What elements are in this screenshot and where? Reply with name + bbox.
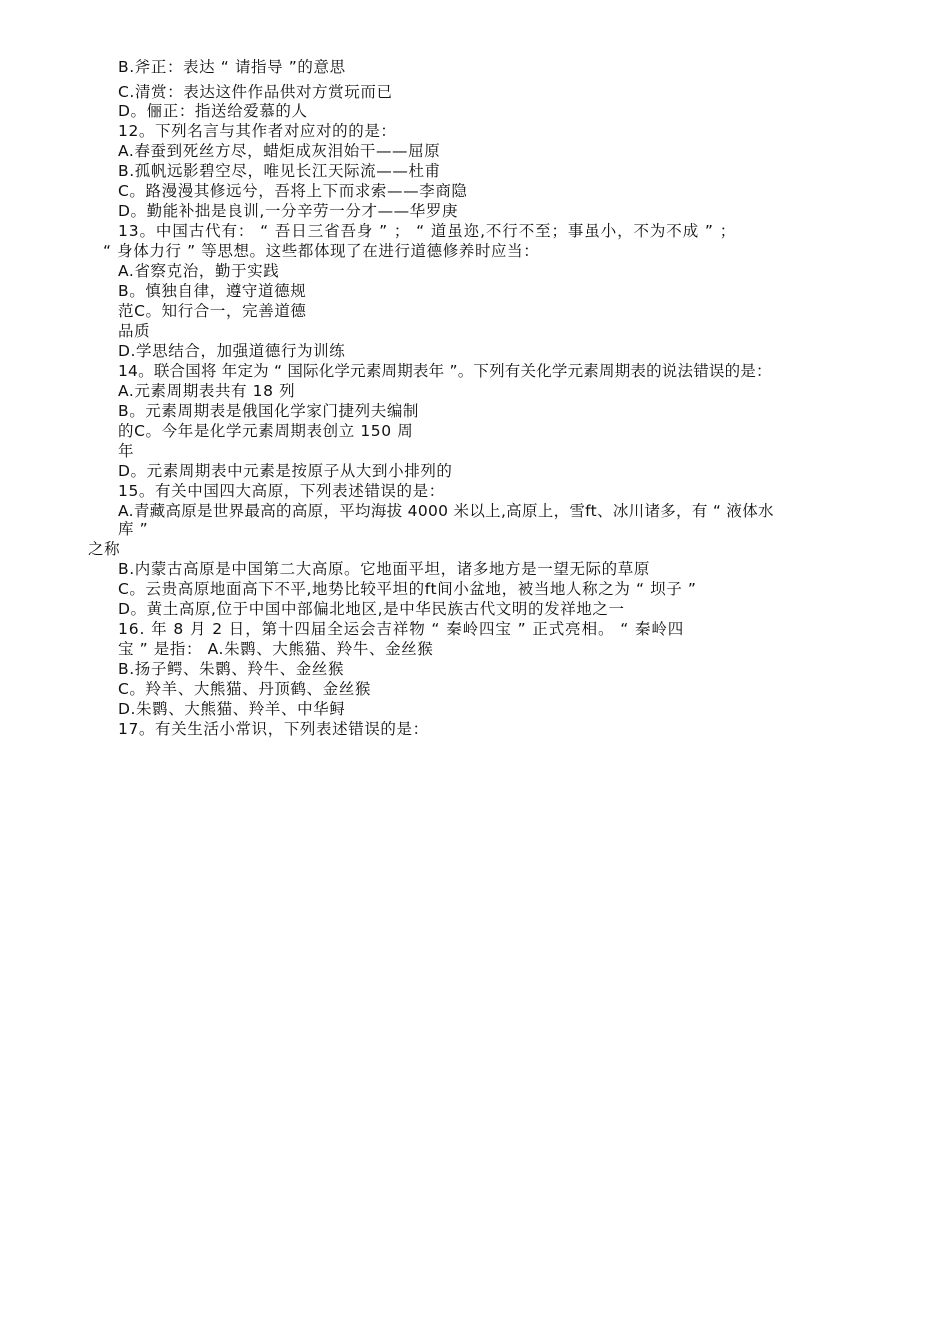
q13-option-b: B。慎独自律，遵守道德规: [118, 282, 307, 300]
q15-option-c: C。云贵高原地面高下不平,地势比较平坦的ft间小盆地，被当地人称之为 “ 坝子 ”: [118, 580, 697, 598]
q13-option-d: D.学思结合，加强道德行为训练: [118, 342, 346, 360]
q16-option-c: C。羚羊、大熊猫、丹顶鹤、金丝猴: [118, 680, 371, 698]
q13-option-c: 范C。知行合一，完善道德: [118, 302, 307, 320]
q13-option-c-cont: 品质: [118, 322, 151, 340]
q14-stem: 14。联合国将 年定为 “ 国际化学元素周期表年 ”。下列有关化学元素周期表的说法错误的是：: [118, 362, 772, 380]
q15-option-a-cont: 库 ”: [118, 520, 149, 538]
q15-option-d: D。黄土高原,位于中国中部偏北地区,是中华民族古代文明的发祥地之一: [118, 600, 625, 618]
q12-option-d: D。勤能补拙是良训,一分辛劳一分才——华罗庚: [118, 202, 459, 220]
q13-stem-line1: 13。中国古代有： “ 吾日三省吾身 ” ； “ 道虽迩,不行不至；事虽小，不为不成 ” ；: [118, 222, 737, 240]
q16-stem-line1: 16. 年 8 月 2 日，第十四届全运会吉祥物 “ 秦岭四宝 ” 正式亮相。 “ 秦岭四: [118, 620, 685, 638]
q11-option-d: D。俪正：指送给爱慕的人: [118, 102, 308, 120]
q15-stem: 15。有关中国四大高原，下列表述错误的是：: [118, 482, 445, 500]
q12-option-b: B.孤帆远影碧空尽，唯见长江天际流——杜甫: [118, 162, 441, 180]
q14-option-b: B。元素周期表是俄国化学家门捷列夫编制: [118, 402, 420, 420]
q15-option-a-end: 之称: [88, 540, 121, 558]
q12-option-c: C。路漫漫其修远兮，吾将上下而求索——李商隐: [118, 182, 468, 200]
q12-stem: 12。下列名言与其作者对应对的的是：: [118, 122, 397, 140]
q16-option-b: B.扬子鳄、朱鹮、羚牛、金丝猴: [118, 660, 345, 678]
q14-option-a: A.元素周期表共有 18 列: [118, 382, 296, 400]
q15-option-a: A.青藏高原是世界最高的高原，平均海拔 4000 米以上,高原上，雪ft、冰川诸多，有 “ 液体水: [118, 502, 774, 520]
q16-option-d: D.朱鹮、大熊猫、羚羊、中华鲟: [118, 700, 346, 718]
q13-stem-line2: “ 身体力行 ” 等思想。这些都体现了在进行道德修养时应当：: [103, 242, 540, 260]
q13-option-a: A.省察克治，勤于实践: [118, 262, 280, 280]
q11-option-c: C.清赏：表达这件作品供对方赏玩而已: [118, 83, 393, 101]
q14-option-c-cont: 年: [118, 442, 135, 460]
q14-option-d: D。元素周期表中元素是按原子从大到小排列的: [118, 462, 453, 480]
q15-option-b: B.内蒙古高原是中国第二大高原。它地面平坦，诸多地方是一望无际的草原: [118, 560, 650, 578]
q14-option-c: 的C。今年是化学元素周期表创立 150 周: [118, 422, 414, 440]
q16-stem-line2: 宝 ” 是指： A.朱鹮、大熊猫、羚牛、金丝猴: [118, 640, 434, 658]
q11-option-b: B.斧正：表达 “ 请指导 ”的意思: [118, 58, 346, 76]
q12-option-a: A.春蚕到死丝方尽，蜡炬成灰泪始干——屈原: [118, 142, 441, 160]
q17-stem: 17。有关生活小常识，下列表述错误的是：: [118, 720, 429, 738]
